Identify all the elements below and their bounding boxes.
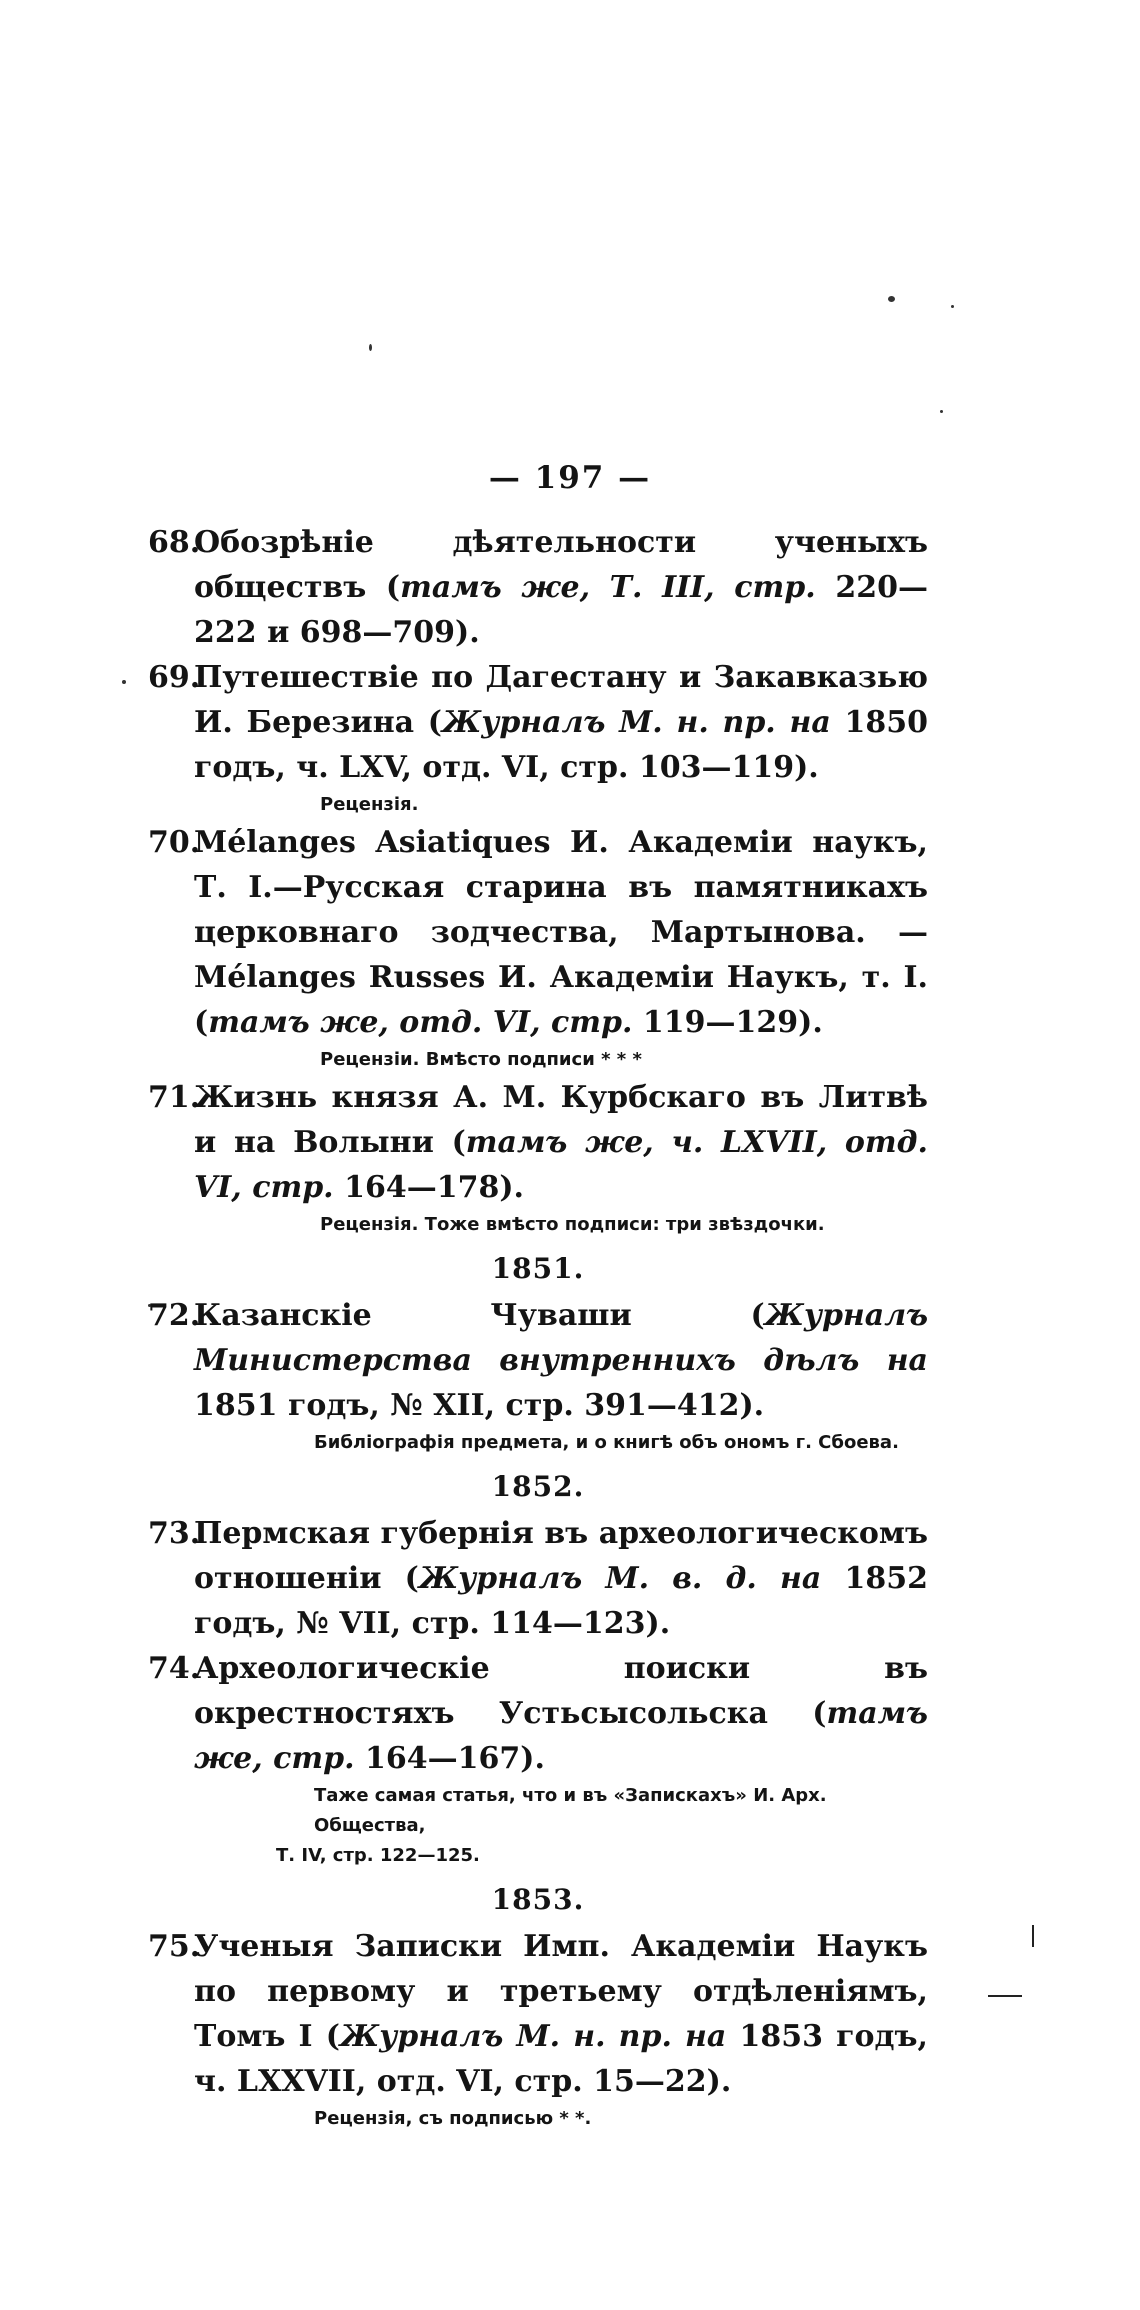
- entry-number: 68.: [148, 525, 201, 560]
- entry-number: 72.: [148, 1298, 201, 1333]
- entry-source: тамъ же, ч. LXVII, отд. VI, стр.: [194, 1125, 928, 1205]
- entry-title: Жизнь князя А. М. Курбскаго въ Литвѣ и на Волыни (: [194, 1080, 928, 1160]
- entry-note: Рецензія, съ подписью * *.: [314, 2108, 592, 2129]
- print-speck: [122, 680, 126, 684]
- entry-title: Казанскіе Чуваши (: [194, 1298, 765, 1333]
- entry-source: тамъ же, Т. III, стр.: [400, 570, 816, 605]
- year-heading-1851: 1851.: [491, 1252, 585, 1285]
- bibliography-list: [148, 520, 928, 2134]
- print-speck: [888, 296, 895, 302]
- entry-note: Рецензія.: [320, 794, 419, 815]
- entry-title: Обозрѣніе дѣятельности ученыхъ обществъ (: [194, 525, 928, 605]
- bibliography-entry-74: [148, 1646, 928, 1781]
- print-speck: [951, 305, 954, 308]
- entry-title: Mélanges Asiatiques И. Академіи наукъ, Т. I.—Русская старина въ памятникахъ церковнаго зодчества, Мартынова. — Mélanges Russes И. Академіи Наукъ, т. I. (: [194, 825, 928, 1040]
- entry-pages: 1853 годъ, ч. LXXVII, отд. VI, стр. 15—22).: [194, 2019, 928, 2099]
- entry-note-continued: Т. IV, стр. 122—125.: [276, 1845, 480, 1866]
- bibliography-entry-69: [148, 655, 928, 790]
- year-heading-1852: 1852.: [491, 1470, 585, 1503]
- entry-source: тамъ же, отд. VI, стр.: [208, 1005, 633, 1040]
- entry-note: Рецензія. Тоже вмѣсто подписи: три звѣздочки.: [320, 1214, 825, 1235]
- entry-pages: 1851 годъ, № XII, стр. 391—412).: [194, 1388, 765, 1423]
- entry-pages: 1850 годъ, ч. LXV, отд. VI, стр. 103—119).: [194, 705, 928, 785]
- entry-pages: 220—222 и 698—709).: [194, 570, 928, 650]
- margin-mark: [1032, 1925, 1034, 1947]
- entry-title: Археологическіе поиски въ окрестностяхъ Устьсысольска (: [194, 1651, 928, 1731]
- margin-mark: [988, 1995, 1022, 1997]
- bibliography-entry-72: [148, 1293, 928, 1428]
- bibliography-entry-70: [148, 820, 928, 1045]
- year-heading-1853: 1853.: [491, 1883, 585, 1916]
- entry-title: Ученыя Записки Имп. Академіи Наукъ по первому и третьему отдѣленіямъ, Томъ I (: [194, 1929, 928, 2054]
- entry-pages: 164—178).: [333, 1170, 524, 1205]
- entry-note: Рецензіи. Вмѣсто подписи * * *: [320, 1049, 642, 1070]
- entry-title: Пермская губернія въ археологическомъ отношеніи (: [194, 1516, 928, 1596]
- entry-source: Журналъ М. н. пр. на: [442, 705, 831, 740]
- print-speck: [940, 410, 943, 413]
- entry-pages: 164—167).: [354, 1741, 545, 1776]
- print-speck: [369, 344, 372, 351]
- entry-number: 69.: [148, 660, 201, 695]
- entry-number: 73.: [148, 1516, 201, 1551]
- entry-number: 70.: [148, 825, 201, 860]
- entry-number: 74.: [148, 1651, 201, 1686]
- entry-source: Журналъ М. н. пр. на: [339, 2019, 727, 2054]
- entry-pages: 1852 годъ, № VII, стр. 114—123).: [194, 1561, 928, 1641]
- bibliography-entry-71: [148, 1075, 928, 1210]
- entry-source: Журналъ М. в. д. на: [418, 1561, 822, 1596]
- entry-source: тамъ же, стр.: [194, 1696, 928, 1776]
- bibliography-entry-68: [148, 520, 928, 655]
- bibliography-entry-75: [148, 1924, 928, 2104]
- entry-note: Таже самая статья, что и въ «Запискахъ» И. Арх. Общества,: [314, 1785, 827, 1836]
- bibliography-entry-73: [148, 1511, 928, 1646]
- entry-number: 75.: [148, 1929, 201, 1964]
- entry-number: 71.: [148, 1080, 201, 1115]
- entry-title: Путешествіе по Дагестану и Закавказью И. Березина (: [194, 660, 928, 740]
- entry-pages: 119—129).: [632, 1005, 823, 1040]
- entry-note: Библіографія предмета, и о книгѣ объ ономъ г. Сбоева.: [314, 1432, 899, 1453]
- entry-source: Журналъ Министерства внутреннихъ дѣлъ на: [194, 1298, 928, 1378]
- page-number: — 197 —: [488, 460, 652, 496]
